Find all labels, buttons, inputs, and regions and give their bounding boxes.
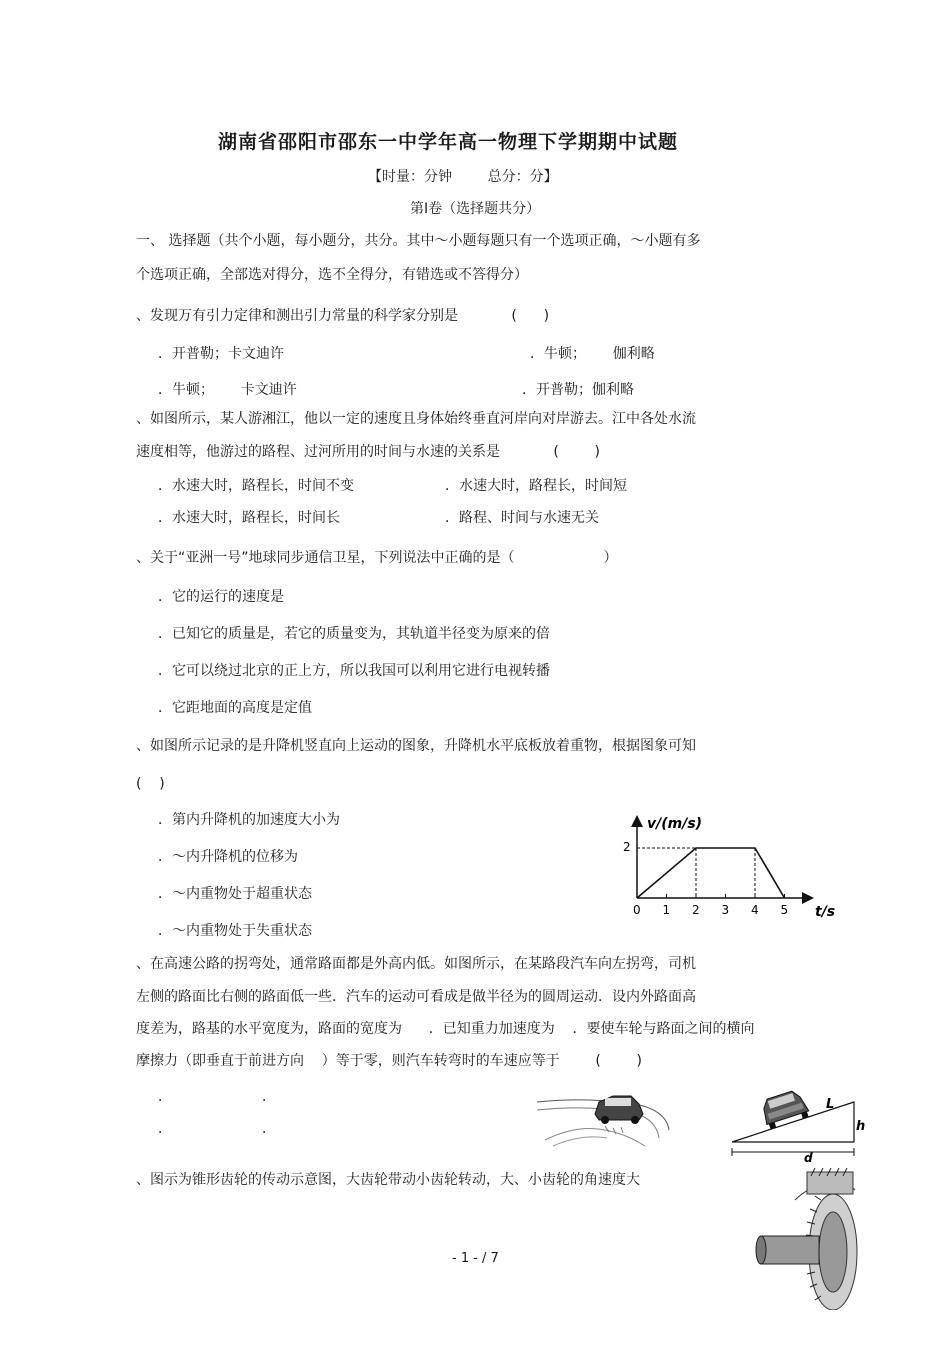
question-3-option-b: ．已知它的质量是，若它的质量变为，其轨道半径变为原来的倍: [158, 626, 550, 642]
chart-x-tick-label: 3: [721, 903, 730, 917]
chart-x-tick-label: 2: [692, 903, 700, 917]
question-2-stem-line-2: 速度相等，他游过的路程、过河所用的时间与水速的关系是 ( ): [136, 444, 600, 460]
car-turning-road-figure: [535, 1080, 675, 1148]
question-5-stem-line-3: 度差为，路基的水平宽度为，路面的宽度为 ．已知重力加速度为 ．要使车轮与路面之间的横向: [136, 1021, 755, 1037]
question-1-option-a: ．开普勒；卡文迪许: [158, 346, 284, 362]
question-4-stem-line-1: 、如图所示记录的是升降机竖直向上运动的图象，升降机水平底板放着重物，根据图象可知: [136, 738, 696, 754]
section-instruction-line-2: 个选项正确，全部选对得分，选不全得分，有错选或不答得分）: [136, 267, 528, 283]
question-3-stem: 、关于“亚洲一号”地球同步通信卫星，下列说法中正确的是（ ）: [136, 550, 618, 566]
chart-x-tick-label: 1: [662, 903, 671, 917]
chart-x-tick-label: 0: [633, 903, 641, 917]
incline-label-d: d: [804, 1151, 813, 1162]
question-5-stem-line-4: 摩擦力（即垂直于前进方向 ）等于零，则汽车转弯时的车速应等于 ( ): [136, 1053, 642, 1069]
incline-label-h: h: [856, 1119, 866, 1134]
question-3-option-d: ．它距地面的高度是定值: [158, 700, 312, 716]
incline-label-L: L: [826, 1097, 835, 1112]
question-1-stem: 、发现万有引力定律和测出引力常量的科学家分别是 ( ): [136, 308, 550, 324]
question-1-option-b: ．牛顿； 伽利略: [530, 346, 655, 362]
question-1-option-c: ．牛顿； 卡文迪许: [158, 382, 297, 398]
question-1-option-d: ．开普勒；伽利略: [522, 382, 634, 398]
velocity-time-chart: [615, 812, 845, 924]
chart-y-tick-label: 2: [623, 840, 631, 854]
bevel-gear-figure: [755, 1160, 865, 1310]
question-2-option-b: ．水速大时，路程长，时间短: [445, 478, 627, 494]
incline-road-figure: [728, 1082, 868, 1162]
section-instruction-line-1: 一、 选择题（共个小题，每小题分，共分。其中～小题每题只有一个选项正确，～小题有多: [136, 233, 701, 249]
chart-x-tick-label: 4: [751, 903, 759, 917]
question-5-option-c: ．: [158, 1121, 172, 1137]
question-4-option-a: ．第内升降机的加速度大小为: [158, 812, 340, 828]
question-5-stem-line-2: 左侧的路面比右侧的路面低一些．汽车的运动可看成是做半径为的圆周运动．设内外路面高: [136, 989, 696, 1005]
question-5-option-d: ．: [262, 1121, 276, 1137]
question-5-option-a: ．: [158, 1089, 172, 1105]
question-4-option-c: ．～内重物处于超重状态: [158, 886, 312, 902]
question-3-option-c: ．它可以绕过北京的正上方，所以我国可以利用它进行电视转播: [158, 663, 550, 679]
question-2-option-d: ．路程、时间与水速无关: [445, 510, 599, 526]
question-3-option-a: ．它的运行的速度是: [158, 589, 284, 605]
question-5-stem-line-1: 、在高速公路的拐弯处，通常路面都是外高内低。如图所示，在某路段汽车向左拐弯，司机: [136, 956, 696, 972]
question-2-option-c: ．水速大时，路程长，时间长: [158, 510, 340, 526]
chart-x-label: t/s: [815, 904, 836, 920]
volume-heading: 第Ⅰ卷（选择题共分）: [410, 201, 541, 217]
chart-x-tick-label: 5: [780, 903, 789, 917]
document-title: 湖南省邵阳市邵东一中学年高一物理下学期期中试题: [218, 131, 679, 153]
question-4-stem-line-2: ( ): [136, 776, 165, 792]
question-2-stem-line-1: 、如图所示，某人游湘江，他以一定的速度且身体始终垂直河岸向对岸游去。江中各处水流: [136, 411, 696, 427]
question-4-option-d: ．～内重物处于失重状态: [158, 923, 312, 939]
page-number: - 1 - / 7: [452, 1251, 499, 1266]
exam-time-info: 【时量：分钟 总分：分】: [368, 169, 558, 185]
question-5-option-b: ．: [262, 1089, 276, 1105]
chart-y-label: v/(m/s): [647, 816, 703, 832]
question-2-option-a: ．水速大时，路程长，时间不变: [158, 478, 354, 494]
chart-series-line: [637, 848, 785, 898]
question-4-option-b: ．～内升降机的位移为: [158, 849, 298, 865]
question-6-stem: 、图示为锥形齿轮的传动示意图，大齿轮带动小齿轮转动，大、小齿轮的角速度大: [136, 1172, 640, 1188]
